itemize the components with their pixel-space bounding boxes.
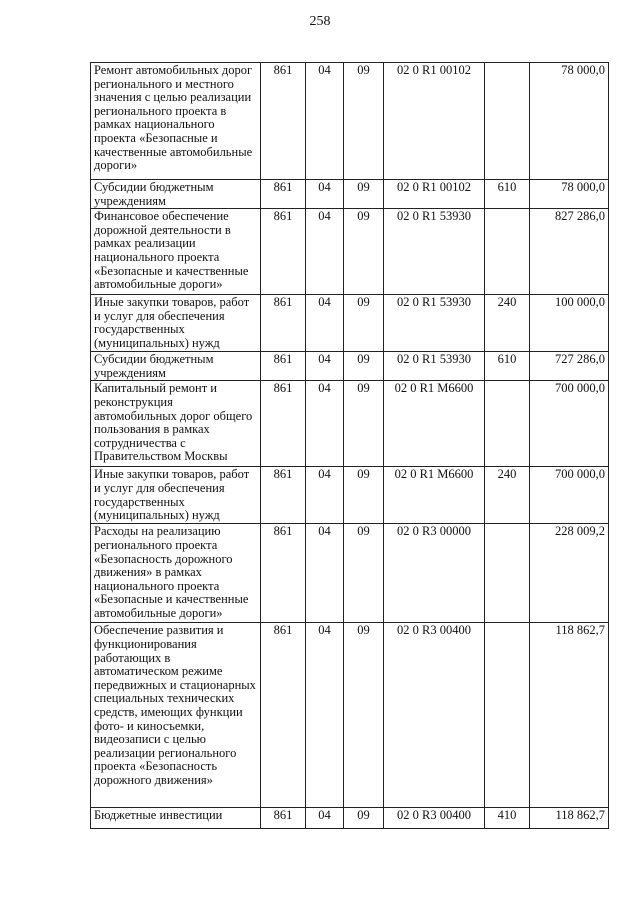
expense-name: Обеспечение развития и функционирования работающих в автоматическом режиме передвижных и стационарных специальных технических средств, имеющих функции фото- и киносъемки, видеозаписи с целью реализации регионального проекта «Безопасность дорожного движения» (91, 623, 261, 808)
ved-code: 861 (261, 352, 306, 381)
target-article-code: 02 0 R3 00400 (384, 808, 485, 829)
target-article-code: 02 0 R3 00400 (384, 623, 485, 808)
expense-name: Субсидии бюджетным учреждениям (91, 352, 261, 381)
ved-code: 861 (261, 808, 306, 829)
section-code: 04 (306, 180, 344, 209)
expense-name: Бюджетные инвестиции (91, 808, 261, 829)
amount: 78 000,0 (530, 63, 609, 180)
section-code: 04 (306, 352, 344, 381)
expense-name: Ремонт автомобильных дорог регионального и местного значения с целью реализации регионального проекта в рамках национального проекта «Безопасные и качественные автомобильные дороги» (91, 63, 261, 180)
target-article-code: 02 0 R1 M6600 (384, 467, 485, 524)
section-code: 04 (306, 467, 344, 524)
budget-table (90, 62, 609, 829)
expense-type-code (485, 209, 530, 295)
page-number: 258 (309, 14, 331, 29)
amount: 78 000,0 (530, 180, 609, 209)
expense-type-code: 240 (485, 295, 530, 352)
amount: 700 000,0 (530, 381, 609, 467)
section-code: 04 (306, 295, 344, 352)
table-row (91, 63, 609, 180)
expense-type-code (485, 381, 530, 467)
ved-code: 861 (261, 524, 306, 623)
section-code: 04 (306, 524, 344, 623)
target-article-code: 02 0 R1 M6600 (384, 381, 485, 467)
ved-code: 861 (261, 180, 306, 209)
expense-name: Субсидии бюджетным учреждениям (91, 180, 261, 209)
ved-code: 861 (261, 467, 306, 524)
target-article-code: 02 0 R1 00102 (384, 180, 485, 209)
subsection-code: 09 (344, 63, 384, 180)
subsection-code: 09 (344, 352, 384, 381)
amount: 700 000,0 (530, 467, 609, 524)
subsection-code: 09 (344, 209, 384, 295)
expense-name: Иные закупки товаров, работ и услуг для обеспечения государственных (муниципальных) нужд (91, 467, 261, 524)
table-row (91, 209, 609, 295)
subsection-code: 09 (344, 808, 384, 829)
table-row (91, 352, 609, 381)
subsection-code: 09 (344, 623, 384, 808)
amount: 827 286,0 (530, 209, 609, 295)
target-article-code: 02 0 R1 53930 (384, 295, 485, 352)
subsection-code: 09 (344, 524, 384, 623)
subsection-code: 09 (344, 467, 384, 524)
table-row (91, 808, 609, 829)
subsection-code: 09 (344, 295, 384, 352)
expense-type-code (485, 623, 530, 808)
amount: 727 286,0 (530, 352, 609, 381)
target-article-code: 02 0 R3 00000 (384, 524, 485, 623)
subsection-code: 09 (344, 180, 384, 209)
section-code: 04 (306, 381, 344, 467)
table-row (91, 524, 609, 623)
section-code: 04 (306, 63, 344, 180)
ved-code: 861 (261, 381, 306, 467)
target-article-code: 02 0 R1 53930 (384, 209, 485, 295)
amount: 118 862,7 (530, 623, 609, 808)
ved-code: 861 (261, 295, 306, 352)
subsection-code: 09 (344, 381, 384, 467)
expense-name: Расходы на реализацию регионального проекта «Безопасность дорожного движения» в рамках национального проекта «Безопасные и качественные автомобильные дороги» (91, 524, 261, 623)
table-row (91, 180, 609, 209)
amount: 118 862,7 (530, 808, 609, 829)
expense-type-code: 240 (485, 467, 530, 524)
ved-code: 861 (261, 63, 306, 180)
target-article-code: 02 0 R1 53930 (384, 352, 485, 381)
expense-type-code (485, 63, 530, 180)
expense-name: Капитальный ремонт и реконструкция автомобильных дорог общего пользования в рамках сотрудничества с Правительством Москвы (91, 381, 261, 467)
section-code: 04 (306, 623, 344, 808)
table-row (91, 295, 609, 352)
table-row (91, 467, 609, 524)
amount: 100 000,0 (530, 295, 609, 352)
table-row (91, 381, 609, 467)
expense-type-code (485, 524, 530, 623)
expense-type-code: 410 (485, 808, 530, 829)
section-code: 04 (306, 209, 344, 295)
expense-type-code: 610 (485, 352, 530, 381)
ved-code: 861 (261, 209, 306, 295)
target-article-code: 02 0 R1 00102 (384, 63, 485, 180)
expense-name: Иные закупки товаров, работ и услуг для обеспечения государственных (муниципальных) нужд (91, 295, 261, 352)
amount: 228 009,2 (530, 524, 609, 623)
section-code: 04 (306, 808, 344, 829)
table-row (91, 623, 609, 808)
ved-code: 861 (261, 623, 306, 808)
expense-type-code: 610 (485, 180, 530, 209)
expense-name: Финансовое обеспечение дорожной деятельности в рамках реализации национального проекта «Безопасные и качественные автомобильные дороги» (91, 209, 261, 295)
